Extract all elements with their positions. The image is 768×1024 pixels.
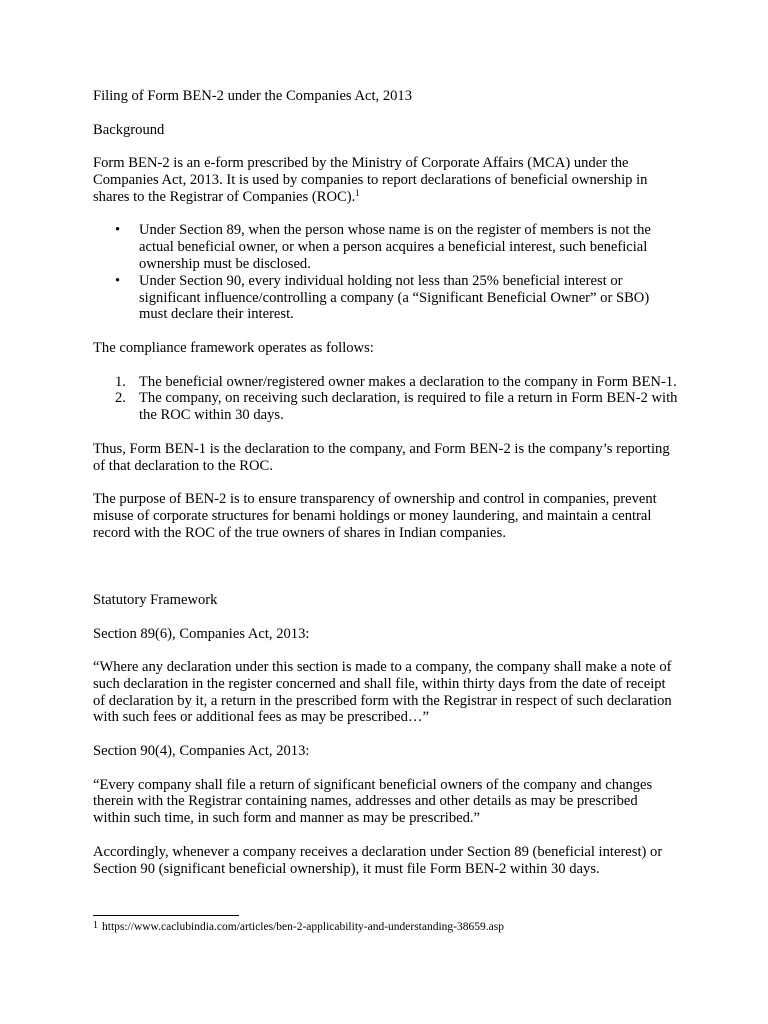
heading-background: Background <box>93 121 165 138</box>
section-89-heading: Section 89(6), Companies Act, 2013: <box>93 625 310 642</box>
section-90-heading: Section 90(4), Companies Act, 2013: <box>93 743 310 760</box>
section-90-quote: “Every company shall file a return of significant beneficial owners of the company and changes therein with the Registrar containing names, addresses and other details as may be prescribed within such time, in such form and manner as may be prescribed.” <box>93 776 653 827</box>
bullet-item-section-90 <box>93 273 678 323</box>
footnote-divider <box>93 915 239 916</box>
bullet-item-section-89 <box>93 222 678 272</box>
bullet-icon: • <box>115 222 121 239</box>
section-spacer <box>93 558 678 592</box>
section-bullet-list <box>93 222 678 323</box>
footnote-link[interactable]: https://www.caclubindia.com/articles/ben-2-applicability-and-understanding-38659.asp <box>102 921 504 933</box>
section-89-quote: “Where any declaration under this section is made to a company, the company shall make a note of such declaration in the register concerned and shall file, within thirty days from the date of receipt of declaration by it, a return in the prescribed form with the Registrar in respect of such declaration with such fees or additional fees as may be prescribed…” <box>93 659 672 726</box>
step-number: 1. <box>115 373 126 390</box>
step-item-2 <box>93 390 678 424</box>
document-body <box>93 88 678 894</box>
bullet-text: Under Section 90, every individual holding not less than 25% beneficial interest or significant influence/controlling a company (a “Significant Beneficial Owner” or SBO) must declare their interest. <box>139 272 650 323</box>
conclusion-paragraph: Accordingly, whenever a company receives a declaration under Section 89 (beneficial interest) or Section 90 (significant beneficial ownership), it must file Form BEN-2 within 30 days. <box>93 843 663 877</box>
bullet-text: Under Section 89, when the person whose name is on the register of members is not the actual beneficial owner, or when a person acquires a beneficial interest, such beneficial ownership must be disclosed. <box>139 222 651 272</box>
purpose-paragraph: The purpose of BEN-2 is to ensure transparency of ownership and control in companies, prevent misuse of corporate structures for benami holdings or money laundering, and maintain a central record with the ROC of the true owners of shares in Indian companies. <box>93 491 657 541</box>
heading-statutory-framework: Statutory Framework <box>93 591 218 608</box>
step-text: The beneficial owner/registered owner makes a declaration to the company in Form BEN-1. <box>139 373 677 390</box>
footnote <box>93 921 504 934</box>
step-number: 2. <box>115 390 126 407</box>
intro-text: Form BEN-2 is an e-form prescribed by the Ministry of Corporate Affairs (MCA) under the Companies Act, 2013. It is used by companies to report declarations of beneficial ownership in shares to the Registrar of Companies (ROC). <box>93 155 648 205</box>
footnote-ref[interactable]: 1 <box>355 187 360 198</box>
intro-paragraph <box>93 155 678 205</box>
compliance-steps-list <box>93 374 678 424</box>
bullet-icon: • <box>115 272 121 289</box>
document-title: Filing of Form BEN-2 under the Companies Act, 2013 <box>93 88 413 104</box>
framework-intro: The compliance framework operates as follows: <box>93 339 374 356</box>
step-text: The company, on receiving such declaration, is required to file a return in Form BEN-2 with the ROC within 30 days. <box>139 390 678 424</box>
step-item-1 <box>93 374 678 391</box>
footnote-number: 1 <box>93 920 98 931</box>
thus-paragraph: Thus, Form BEN-1 is the declaration to the company, and Form BEN-2 is the company’s reporting of that declaration to the ROC. <box>93 440 670 474</box>
